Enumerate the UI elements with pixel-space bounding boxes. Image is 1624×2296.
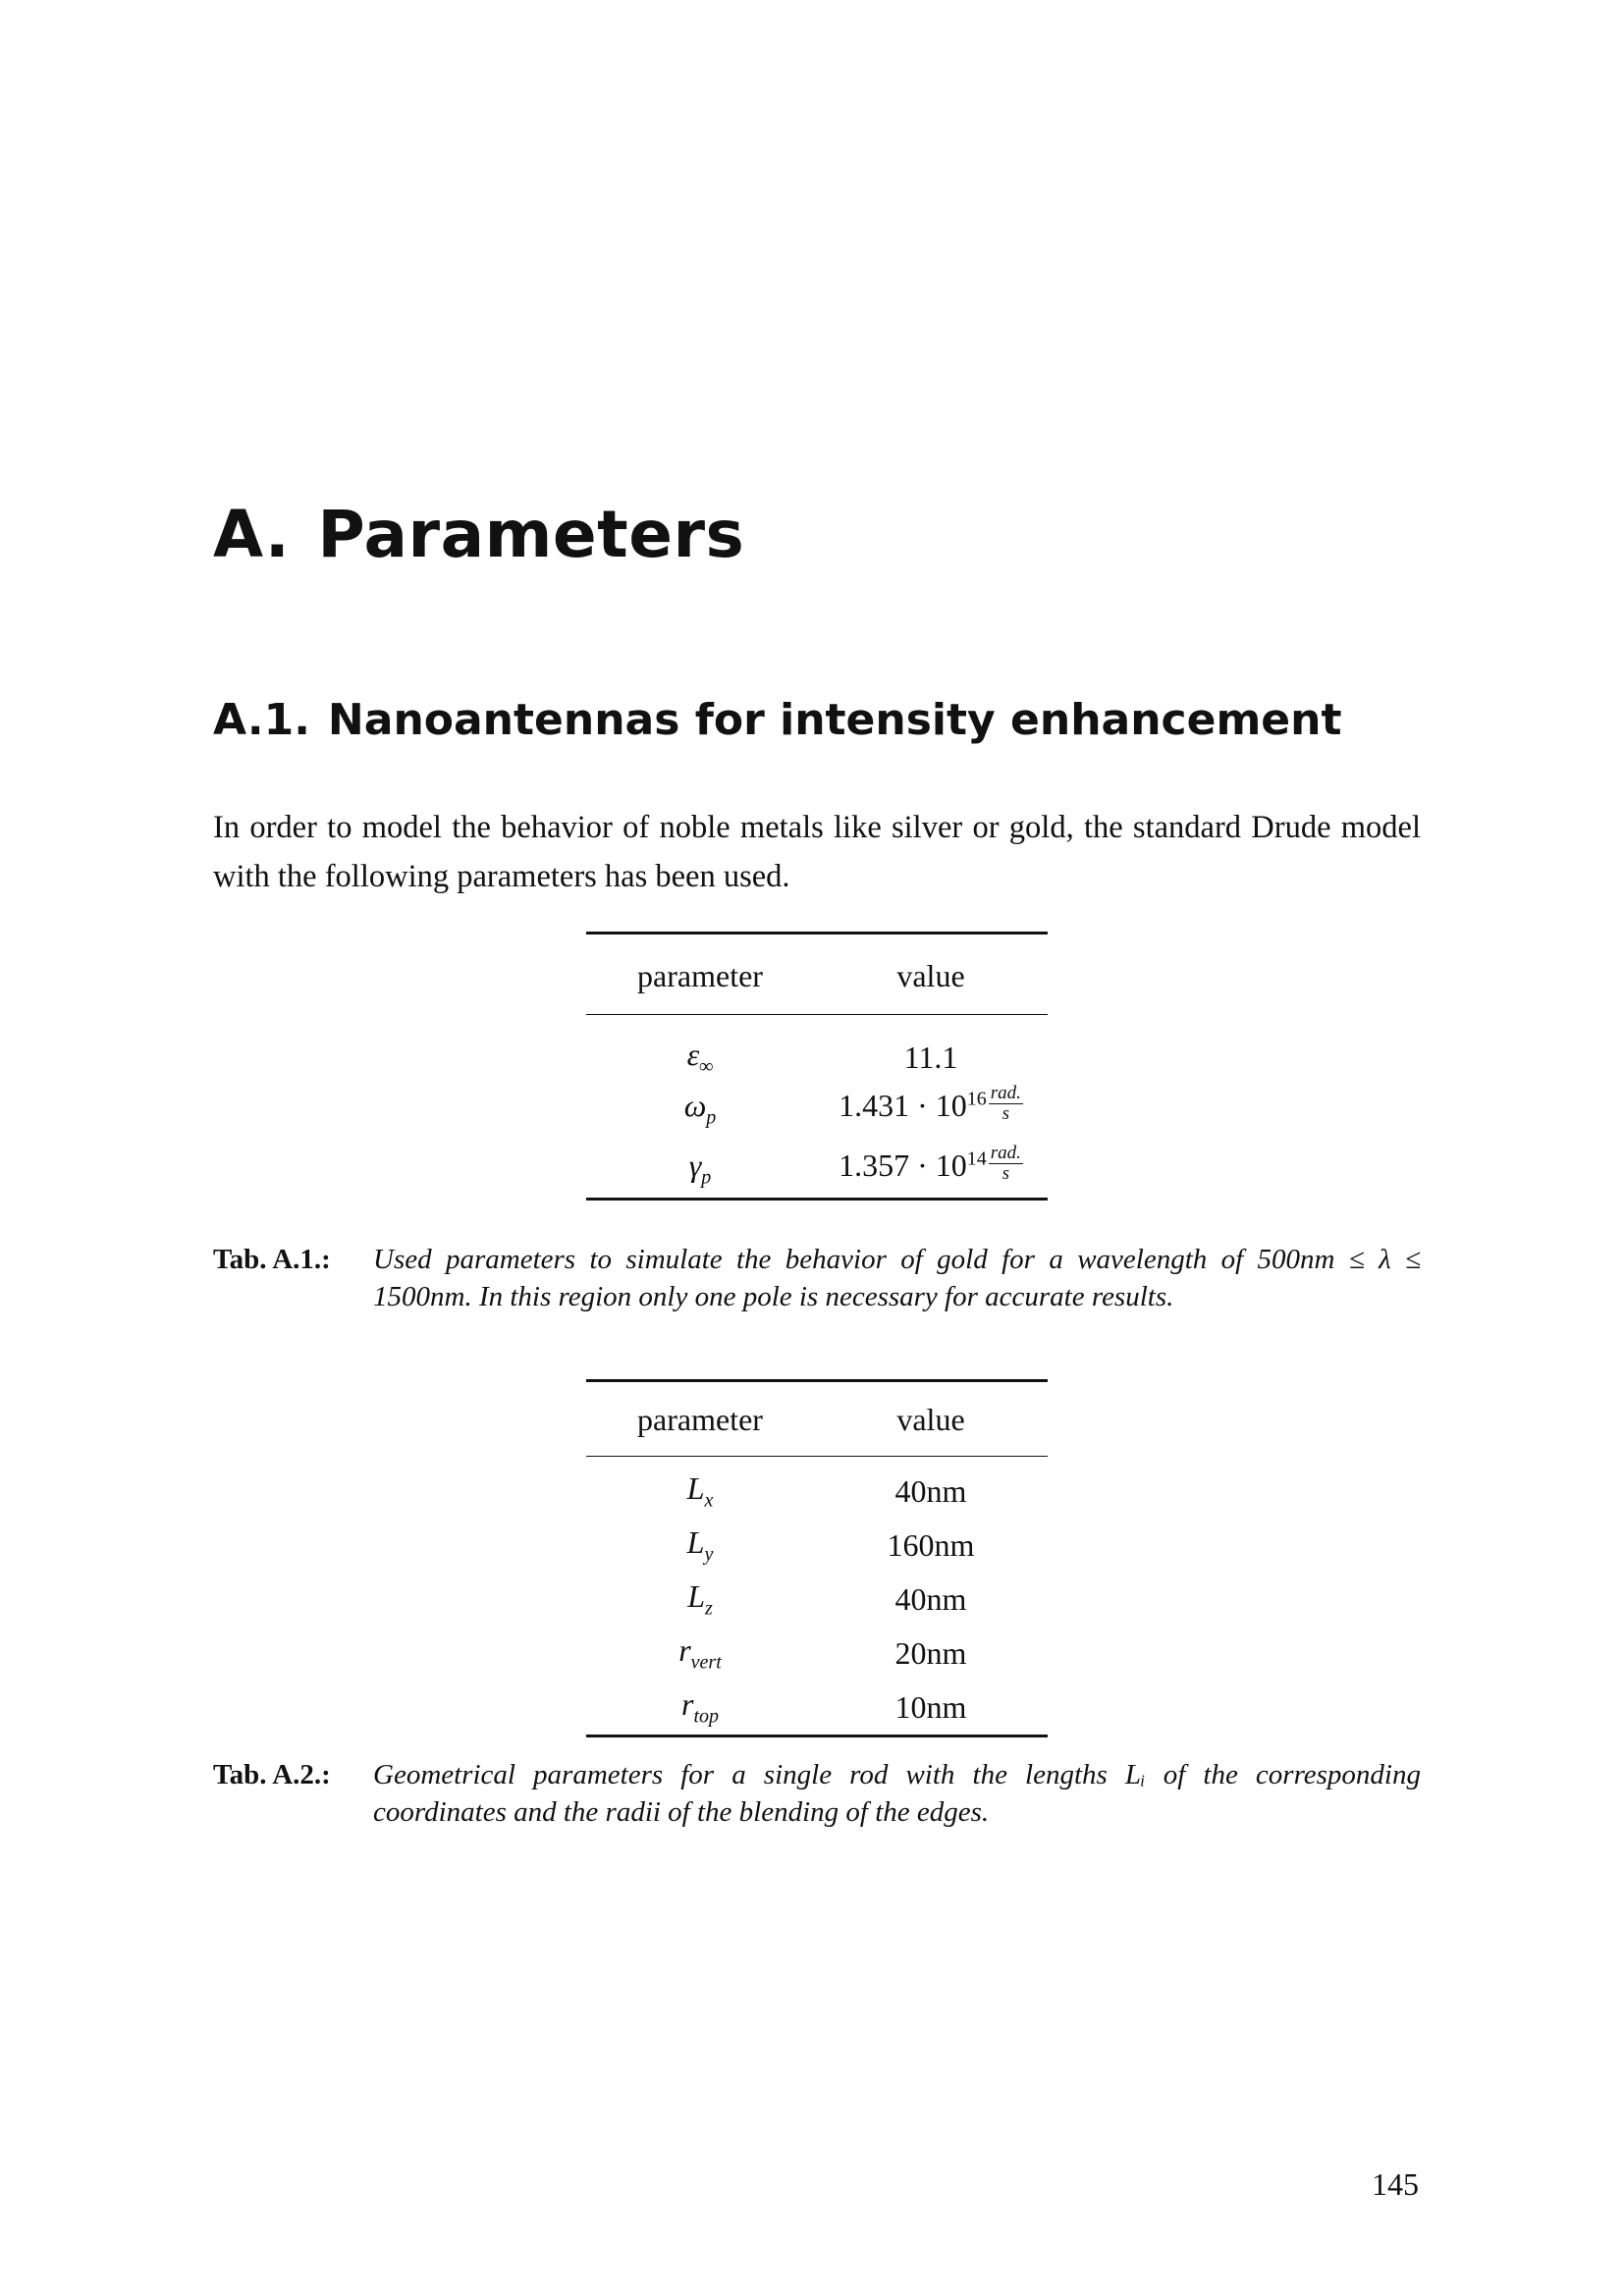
parameter-subscript: y — [704, 1543, 714, 1566]
column-header-value: value — [814, 1381, 1048, 1457]
section-title — [213, 695, 1342, 745]
value-cell: 40nm — [894, 1581, 967, 1617]
parameter-cell — [586, 1139, 814, 1200]
table-row — [586, 1519, 1048, 1573]
value-cell: 20nm — [894, 1635, 967, 1671]
value-mantissa: 1.357 · 10 — [839, 1148, 967, 1184]
table-row — [586, 1627, 1048, 1681]
unit-fraction — [989, 1084, 1023, 1124]
parameter-cell — [586, 1681, 814, 1736]
parameter-symbol: L — [686, 1470, 705, 1507]
parameter-symbol: γ — [688, 1148, 702, 1184]
value-cell — [814, 1139, 1048, 1200]
table-caption-a1 — [213, 1241, 1421, 1315]
parameter-cell — [586, 1078, 814, 1139]
parameter-cell — [586, 1457, 814, 1520]
parameter-subscript: p — [701, 1166, 712, 1189]
parameter-subscript: x — [704, 1489, 714, 1512]
parameter-subscript: ∞ — [699, 1055, 714, 1078]
parameter-symbol: L — [686, 1524, 705, 1561]
value-cell: 160nm — [887, 1527, 975, 1563]
caption-text: Used parameters to simulate the behavior of gold for a wavelength of 500nm ≤ λ ≤ 1500nm. In this region only one pole is necessary for accurate results. — [373, 1244, 1421, 1312]
parameter-subscript: top — [693, 1705, 719, 1728]
parameter-cell — [586, 1015, 814, 1079]
table-row — [586, 1573, 1048, 1627]
column-header-parameter: parameter — [586, 1381, 814, 1457]
table-row — [586, 1078, 1048, 1139]
parameter-cell — [586, 1627, 814, 1681]
column-header-parameter: parameter — [586, 934, 814, 1015]
unit-numerator: rad. — [990, 1142, 1021, 1163]
geometry-parameters-table — [586, 1379, 1048, 1737]
section-number: A.1. — [213, 695, 310, 745]
table-row — [586, 1457, 1048, 1520]
parameter-symbol: L — [687, 1578, 705, 1615]
unit-fraction — [989, 1144, 1023, 1184]
chapter-title — [213, 497, 745, 572]
chapter-title-text: Parameters — [317, 497, 745, 572]
value-exponent: 16 — [966, 1088, 987, 1110]
unit-denominator: s — [1001, 1162, 1010, 1184]
value-cell: 10nm — [814, 1681, 1048, 1736]
parameter-cell — [586, 1519, 814, 1573]
section-title-text: Nanoantennas for intensity enhancement — [327, 695, 1342, 745]
table-row — [586, 1139, 1048, 1200]
table-row — [586, 1681, 1048, 1736]
caption-label: Tab. A.2.: — [213, 1759, 331, 1790]
parameter-symbol: ε — [686, 1037, 700, 1072]
parameter-subscript: p — [706, 1106, 717, 1129]
drude-parameters-table — [586, 932, 1048, 1201]
table-caption-a2 — [213, 1756, 1421, 1831]
caption-text: Geometrical parameters for a single rod with the lengths Lᵢ of the corresponding coordinates and the radii of the blending of the edges. — [373, 1759, 1421, 1828]
parameter-subscript: vert — [690, 1651, 722, 1674]
parameter-symbol: r — [678, 1632, 691, 1669]
value-exponent: 14 — [966, 1148, 987, 1170]
value-mantissa: 1.431 · 10 — [839, 1088, 967, 1124]
chapter-number: A. — [213, 497, 291, 572]
value-cell: 40nm — [894, 1473, 967, 1509]
parameter-symbol: r — [680, 1686, 694, 1723]
value-cell: 11.1 — [903, 1039, 958, 1075]
column-header-value: value — [814, 934, 1048, 1015]
parameter-cell — [586, 1573, 814, 1627]
caption-label: Tab. A.1.: — [213, 1244, 331, 1275]
parameter-subscript: z — [705, 1597, 713, 1620]
table-row — [586, 1015, 1048, 1079]
table-header-row — [586, 1381, 1048, 1457]
intro-paragraph: In order to model the behavior of noble metals like silver or gold, the standard Drude model with the following parameters has been used. — [213, 810, 1421, 894]
value-cell — [814, 1078, 1048, 1139]
page-number: 145 — [1372, 2166, 1419, 2202]
unit-numerator: rad. — [990, 1082, 1021, 1103]
unit-denominator: s — [1001, 1102, 1010, 1124]
table-header-row — [586, 934, 1048, 1015]
parameter-symbol: ω — [683, 1088, 707, 1124]
